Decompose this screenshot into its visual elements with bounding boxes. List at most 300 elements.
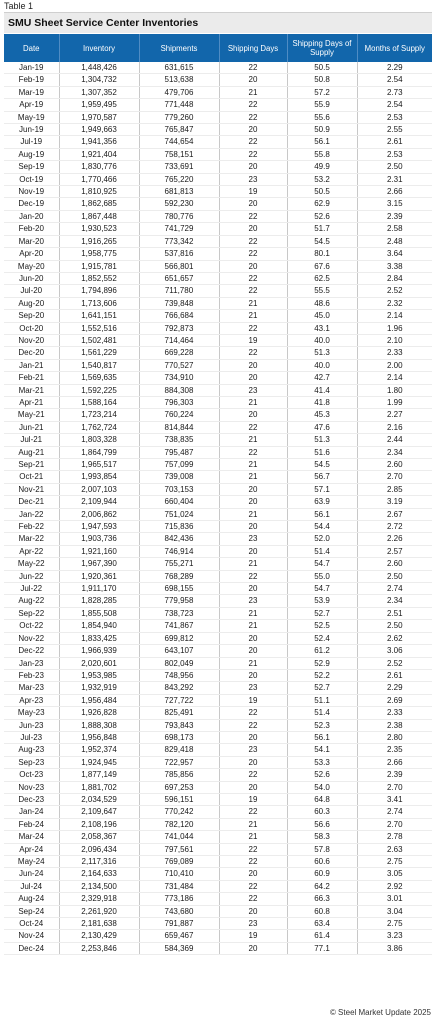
cell-inventory: 1,448,426 xyxy=(59,62,139,74)
table-row xyxy=(4,818,432,830)
cell-days-of-supply: 61.4 xyxy=(287,930,357,942)
cell-shipping-days: 20 xyxy=(219,521,287,533)
cell-months-of-supply: 2.50 xyxy=(357,570,432,582)
cell-shipments: 814,844 xyxy=(139,421,219,433)
table-row xyxy=(4,905,432,917)
cell-inventory: 2,096,434 xyxy=(59,843,139,855)
cell-days-of-supply: 47.6 xyxy=(287,421,357,433)
cell-days-of-supply: 55.9 xyxy=(287,99,357,111)
cell-shipments: 765,847 xyxy=(139,124,219,136)
cell-months-of-supply: 2.52 xyxy=(357,657,432,669)
cell-shipping-days: 21 xyxy=(219,297,287,309)
table-row xyxy=(4,272,432,284)
cell-months-of-supply: 2.61 xyxy=(357,136,432,148)
cell-days-of-supply: 51.3 xyxy=(287,347,357,359)
cell-months-of-supply: 3.15 xyxy=(357,198,432,210)
cell-date: Mar-21 xyxy=(4,384,59,396)
cell-inventory: 2,006,862 xyxy=(59,508,139,520)
table-row xyxy=(4,446,432,458)
cell-days-of-supply: 60.3 xyxy=(287,806,357,818)
cell-months-of-supply: 3.01 xyxy=(357,893,432,905)
table-row xyxy=(4,421,432,433)
cell-months-of-supply: 2.16 xyxy=(357,421,432,433)
cell-inventory: 1,540,817 xyxy=(59,359,139,371)
cell-shipments: 584,369 xyxy=(139,942,219,954)
table-row xyxy=(4,198,432,210)
cell-days-of-supply: 41.4 xyxy=(287,384,357,396)
cell-months-of-supply: 3.19 xyxy=(357,496,432,508)
cell-shipments: 770,242 xyxy=(139,806,219,818)
table-body xyxy=(4,62,432,955)
cell-date: May-24 xyxy=(4,856,59,868)
cell-shipments: 698,155 xyxy=(139,583,219,595)
cell-shipments: 843,292 xyxy=(139,682,219,694)
cell-months-of-supply: 2.29 xyxy=(357,682,432,694)
cell-inventory: 2,109,944 xyxy=(59,496,139,508)
cell-shipments: 758,151 xyxy=(139,148,219,160)
cell-months-of-supply: 1.80 xyxy=(357,384,432,396)
cell-months-of-supply: 2.70 xyxy=(357,818,432,830)
cell-shipments: 746,914 xyxy=(139,545,219,557)
cell-inventory: 1,561,229 xyxy=(59,347,139,359)
cell-date: Jun-24 xyxy=(4,868,59,880)
cell-date: Aug-22 xyxy=(4,595,59,607)
cell-shipping-days: 22 xyxy=(219,99,287,111)
cell-months-of-supply: 2.60 xyxy=(357,459,432,471)
cell-date: Jul-20 xyxy=(4,285,59,297)
cell-months-of-supply: 2.74 xyxy=(357,806,432,818)
cell-shipping-days: 23 xyxy=(219,384,287,396)
cell-inventory: 1,307,352 xyxy=(59,86,139,98)
table-row xyxy=(4,124,432,136)
cell-days-of-supply: 54.4 xyxy=(287,521,357,533)
table-row xyxy=(4,880,432,892)
cell-months-of-supply: 2.31 xyxy=(357,173,432,185)
cell-months-of-supply: 2.69 xyxy=(357,694,432,706)
table-row xyxy=(4,310,432,322)
table-row xyxy=(4,942,432,954)
cell-days-of-supply: 54.0 xyxy=(287,781,357,793)
cell-inventory: 1,888,308 xyxy=(59,719,139,731)
cell-shipments: 715,836 xyxy=(139,521,219,533)
cell-date: Jul-23 xyxy=(4,731,59,743)
cell-date: Oct-23 xyxy=(4,769,59,781)
cell-inventory: 1,641,151 xyxy=(59,310,139,322)
cell-days-of-supply: 50.9 xyxy=(287,124,357,136)
table-row xyxy=(4,731,432,743)
cell-date: Sep-21 xyxy=(4,459,59,471)
cell-inventory: 1,552,516 xyxy=(59,322,139,334)
cell-shipping-days: 20 xyxy=(219,942,287,954)
cell-inventory: 1,966,939 xyxy=(59,645,139,657)
cell-months-of-supply: 3.23 xyxy=(357,930,432,942)
cell-inventory: 2,253,846 xyxy=(59,942,139,954)
cell-shipments: 755,271 xyxy=(139,558,219,570)
cell-date: Mar-24 xyxy=(4,831,59,843)
cell-shipments: 703,153 xyxy=(139,483,219,495)
cell-days-of-supply: 64.2 xyxy=(287,880,357,892)
cell-shipping-days: 22 xyxy=(219,880,287,892)
header-shipping-days-of-supply: Shipping Days of Supply xyxy=(287,34,357,62)
table-row xyxy=(4,508,432,520)
cell-inventory: 1,903,736 xyxy=(59,533,139,545)
cell-days-of-supply: 53.2 xyxy=(287,173,357,185)
cell-shipping-days: 23 xyxy=(219,744,287,756)
cell-inventory: 1,949,663 xyxy=(59,124,139,136)
cell-days-of-supply: 41.8 xyxy=(287,396,357,408)
cell-months-of-supply: 2.58 xyxy=(357,223,432,235)
cell-inventory: 1,713,606 xyxy=(59,297,139,309)
cell-date: May-23 xyxy=(4,707,59,719)
cell-shipping-days: 20 xyxy=(219,409,287,421)
cell-shipments: 884,308 xyxy=(139,384,219,396)
cell-days-of-supply: 54.7 xyxy=(287,558,357,570)
cell-shipping-days: 21 xyxy=(219,86,287,98)
cell-shipments: 779,260 xyxy=(139,111,219,123)
cell-date: Mar-19 xyxy=(4,86,59,98)
table-row xyxy=(4,161,432,173)
cell-days-of-supply: 52.6 xyxy=(287,210,357,222)
cell-months-of-supply: 2.38 xyxy=(357,719,432,731)
cell-shipments: 743,680 xyxy=(139,905,219,917)
cell-shipping-days: 20 xyxy=(219,359,287,371)
table-row xyxy=(4,645,432,657)
cell-shipping-days: 22 xyxy=(219,111,287,123)
cell-days-of-supply: 52.3 xyxy=(287,719,357,731)
cell-days-of-supply: 57.8 xyxy=(287,843,357,855)
cell-shipments: 596,151 xyxy=(139,793,219,805)
cell-months-of-supply: 2.00 xyxy=(357,359,432,371)
cell-days-of-supply: 51.7 xyxy=(287,223,357,235)
cell-date: Dec-20 xyxy=(4,347,59,359)
cell-shipping-days: 20 xyxy=(219,161,287,173)
cell-shipments: 722,957 xyxy=(139,756,219,768)
table-row xyxy=(4,347,432,359)
table-row xyxy=(4,99,432,111)
cell-shipments: 714,464 xyxy=(139,334,219,346)
cell-date: Sep-24 xyxy=(4,905,59,917)
cell-inventory: 1,855,508 xyxy=(59,607,139,619)
cell-inventory: 1,967,390 xyxy=(59,558,139,570)
cell-inventory: 1,920,361 xyxy=(59,570,139,582)
cell-shipping-days: 21 xyxy=(219,508,287,520)
table-row xyxy=(4,793,432,805)
cell-months-of-supply: 2.34 xyxy=(357,595,432,607)
table-row xyxy=(4,285,432,297)
cell-shipments: 669,228 xyxy=(139,347,219,359)
cell-days-of-supply: 42.7 xyxy=(287,372,357,384)
cell-date: Oct-24 xyxy=(4,918,59,930)
table-row xyxy=(4,260,432,272)
cell-days-of-supply: 55.0 xyxy=(287,570,357,582)
cell-months-of-supply: 3.04 xyxy=(357,905,432,917)
cell-shipping-days: 22 xyxy=(219,893,287,905)
cell-days-of-supply: 64.8 xyxy=(287,793,357,805)
cell-inventory: 2,164,633 xyxy=(59,868,139,880)
cell-shipping-days: 21 xyxy=(219,607,287,619)
table-row xyxy=(4,769,432,781)
table-row xyxy=(4,359,432,371)
cell-date: Apr-24 xyxy=(4,843,59,855)
cell-date: Dec-19 xyxy=(4,198,59,210)
cell-shipping-days: 21 xyxy=(219,459,287,471)
cell-shipping-days: 19 xyxy=(219,334,287,346)
cell-shipments: 779,958 xyxy=(139,595,219,607)
cell-date: Sep-20 xyxy=(4,310,59,322)
cell-days-of-supply: 52.2 xyxy=(287,669,357,681)
cell-shipping-days: 22 xyxy=(219,148,287,160)
cell-shipping-days: 22 xyxy=(219,707,287,719)
header-months-of-supply: Months of Supply xyxy=(357,34,432,62)
cell-date: Jan-19 xyxy=(4,62,59,74)
cell-months-of-supply: 2.50 xyxy=(357,620,432,632)
cell-date: Sep-22 xyxy=(4,607,59,619)
header-date: Date xyxy=(4,34,59,62)
cell-shipping-days: 22 xyxy=(219,806,287,818)
cell-date: Apr-20 xyxy=(4,248,59,260)
table-row xyxy=(4,396,432,408)
cell-days-of-supply: 54.1 xyxy=(287,744,357,756)
cell-months-of-supply: 2.27 xyxy=(357,409,432,421)
cell-inventory: 1,959,495 xyxy=(59,99,139,111)
cell-months-of-supply: 2.44 xyxy=(357,434,432,446)
cell-inventory: 1,833,425 xyxy=(59,632,139,644)
cell-shipments: 796,303 xyxy=(139,396,219,408)
inventory-table xyxy=(4,34,432,955)
cell-shipping-days: 21 xyxy=(219,818,287,830)
table-row xyxy=(4,632,432,644)
cell-date: Nov-23 xyxy=(4,781,59,793)
table-title: SMU Sheet Service Center Inventories xyxy=(8,17,199,29)
table-number-label: Table 1 xyxy=(4,1,34,11)
cell-days-of-supply: 51.6 xyxy=(287,446,357,458)
table-row xyxy=(4,459,432,471)
cell-days-of-supply: 53.9 xyxy=(287,595,357,607)
cell-shipments: 825,491 xyxy=(139,707,219,719)
cell-inventory: 2,034,529 xyxy=(59,793,139,805)
cell-inventory: 1,921,404 xyxy=(59,148,139,160)
table-row xyxy=(4,210,432,222)
cell-shipments: 741,044 xyxy=(139,831,219,843)
cell-shipments: 738,835 xyxy=(139,434,219,446)
cell-days-of-supply: 66.3 xyxy=(287,893,357,905)
cell-shipping-days: 21 xyxy=(219,434,287,446)
cell-shipments: 659,467 xyxy=(139,930,219,942)
table-row xyxy=(4,868,432,880)
cell-shipments: 697,253 xyxy=(139,781,219,793)
cell-months-of-supply: 2.72 xyxy=(357,521,432,533)
cell-date: Aug-19 xyxy=(4,148,59,160)
cell-shipping-days: 20 xyxy=(219,198,287,210)
table-row xyxy=(4,843,432,855)
cell-days-of-supply: 63.9 xyxy=(287,496,357,508)
table-row xyxy=(4,918,432,930)
cell-days-of-supply: 60.8 xyxy=(287,905,357,917)
cell-shipping-days: 21 xyxy=(219,831,287,843)
cell-days-of-supply: 56.1 xyxy=(287,508,357,520)
cell-months-of-supply: 3.86 xyxy=(357,942,432,954)
cell-inventory: 1,921,160 xyxy=(59,545,139,557)
cell-date: Dec-22 xyxy=(4,645,59,657)
cell-days-of-supply: 80.1 xyxy=(287,248,357,260)
cell-months-of-supply: 2.10 xyxy=(357,334,432,346)
table-row xyxy=(4,235,432,247)
cell-date: Oct-21 xyxy=(4,471,59,483)
cell-date: Nov-22 xyxy=(4,632,59,644)
cell-shipments: 797,561 xyxy=(139,843,219,855)
cell-days-of-supply: 52.9 xyxy=(287,657,357,669)
cell-inventory: 2,108,196 xyxy=(59,818,139,830)
cell-shipping-days: 19 xyxy=(219,186,287,198)
cell-months-of-supply: 2.67 xyxy=(357,508,432,520)
cell-inventory: 1,956,848 xyxy=(59,731,139,743)
cell-inventory: 1,926,828 xyxy=(59,707,139,719)
cell-date: Aug-23 xyxy=(4,744,59,756)
cell-shipping-days: 20 xyxy=(219,731,287,743)
cell-inventory: 1,810,925 xyxy=(59,186,139,198)
cell-days-of-supply: 55.6 xyxy=(287,111,357,123)
cell-months-of-supply: 2.66 xyxy=(357,186,432,198)
cell-inventory: 1,502,481 xyxy=(59,334,139,346)
cell-inventory: 2,261,920 xyxy=(59,905,139,917)
table-row xyxy=(4,595,432,607)
cell-months-of-supply: 2.84 xyxy=(357,272,432,284)
cell-shipping-days: 21 xyxy=(219,471,287,483)
cell-months-of-supply: 1.96 xyxy=(357,322,432,334)
cell-date: Mar-23 xyxy=(4,682,59,694)
cell-shipments: 513,638 xyxy=(139,74,219,86)
cell-inventory: 1,867,448 xyxy=(59,210,139,222)
table-row xyxy=(4,682,432,694)
cell-date: Feb-24 xyxy=(4,818,59,830)
cell-date: Jul-24 xyxy=(4,880,59,892)
cell-days-of-supply: 40.0 xyxy=(287,334,357,346)
cell-shipping-days: 21 xyxy=(219,310,287,322)
cell-date: Dec-21 xyxy=(4,496,59,508)
cell-inventory: 1,828,285 xyxy=(59,595,139,607)
cell-months-of-supply: 2.33 xyxy=(357,707,432,719)
cell-inventory: 2,020,601 xyxy=(59,657,139,669)
cell-shipments: 782,120 xyxy=(139,818,219,830)
table-row xyxy=(4,434,432,446)
cell-inventory: 2,181,638 xyxy=(59,918,139,930)
cell-date: Jan-20 xyxy=(4,210,59,222)
cell-shipping-days: 20 xyxy=(219,583,287,595)
cell-date: May-19 xyxy=(4,111,59,123)
cell-shipping-days: 20 xyxy=(219,483,287,495)
cell-days-of-supply: 63.4 xyxy=(287,918,357,930)
cell-days-of-supply: 60.6 xyxy=(287,856,357,868)
table-row xyxy=(4,893,432,905)
cell-date: Feb-21 xyxy=(4,372,59,384)
cell-months-of-supply: 2.57 xyxy=(357,545,432,557)
cell-inventory: 1,932,919 xyxy=(59,682,139,694)
cell-shipping-days: 22 xyxy=(219,210,287,222)
cell-inventory: 1,947,593 xyxy=(59,521,139,533)
cell-inventory: 1,794,896 xyxy=(59,285,139,297)
cell-days-of-supply: 54.5 xyxy=(287,235,357,247)
cell-date: May-21 xyxy=(4,409,59,421)
cell-inventory: 1,881,702 xyxy=(59,781,139,793)
cell-date: Jan-21 xyxy=(4,359,59,371)
cell-shipping-days: 22 xyxy=(219,570,287,582)
cell-days-of-supply: 54.7 xyxy=(287,583,357,595)
cell-months-of-supply: 2.92 xyxy=(357,880,432,892)
cell-months-of-supply: 2.54 xyxy=(357,74,432,86)
cell-inventory: 1,862,685 xyxy=(59,198,139,210)
cell-months-of-supply: 2.66 xyxy=(357,756,432,768)
cell-days-of-supply: 52.0 xyxy=(287,533,357,545)
table-row xyxy=(4,496,432,508)
cell-days-of-supply: 52.5 xyxy=(287,620,357,632)
cell-shipments: 770,527 xyxy=(139,359,219,371)
cell-shipments: 710,410 xyxy=(139,868,219,880)
cell-shipping-days: 22 xyxy=(219,347,287,359)
cell-months-of-supply: 2.70 xyxy=(357,471,432,483)
table-row xyxy=(4,86,432,98)
cell-date: Jul-21 xyxy=(4,434,59,446)
table-row xyxy=(4,483,432,495)
cell-shipping-days: 20 xyxy=(219,781,287,793)
cell-inventory: 1,970,587 xyxy=(59,111,139,123)
cell-date: Jul-19 xyxy=(4,136,59,148)
table-row xyxy=(4,136,432,148)
cell-date: Apr-21 xyxy=(4,396,59,408)
cell-days-of-supply: 49.9 xyxy=(287,161,357,173)
table-row xyxy=(4,297,432,309)
cell-shipping-days: 22 xyxy=(219,719,287,731)
cell-shipping-days: 21 xyxy=(219,620,287,632)
cell-shipping-days: 19 xyxy=(219,930,287,942)
cell-date: Aug-20 xyxy=(4,297,59,309)
cell-inventory: 2,109,647 xyxy=(59,806,139,818)
table-row xyxy=(4,781,432,793)
cell-shipping-days: 23 xyxy=(219,533,287,545)
cell-months-of-supply: 2.74 xyxy=(357,583,432,595)
cell-months-of-supply: 3.64 xyxy=(357,248,432,260)
cell-shipments: 660,404 xyxy=(139,496,219,508)
cell-date: Sep-19 xyxy=(4,161,59,173)
table-row xyxy=(4,831,432,843)
cell-months-of-supply: 2.53 xyxy=(357,111,432,123)
cell-shipments: 751,024 xyxy=(139,508,219,520)
cell-date: Oct-19 xyxy=(4,173,59,185)
cell-shipping-days: 20 xyxy=(219,223,287,235)
table-row xyxy=(4,806,432,818)
cell-shipping-days: 20 xyxy=(219,124,287,136)
cell-shipping-days: 21 xyxy=(219,558,287,570)
cell-shipments: 793,843 xyxy=(139,719,219,731)
cell-shipments: 829,418 xyxy=(139,744,219,756)
cell-shipping-days: 19 xyxy=(219,793,287,805)
table-row xyxy=(4,74,432,86)
cell-shipments: 479,706 xyxy=(139,86,219,98)
cell-months-of-supply: 2.52 xyxy=(357,285,432,297)
cell-days-of-supply: 67.6 xyxy=(287,260,357,272)
cell-date: Jul-22 xyxy=(4,583,59,595)
cell-inventory: 2,058,367 xyxy=(59,831,139,843)
table-row xyxy=(4,583,432,595)
cell-months-of-supply: 2.26 xyxy=(357,533,432,545)
cell-inventory: 1,956,484 xyxy=(59,694,139,706)
cell-date: Mar-22 xyxy=(4,533,59,545)
cell-shipments: 741,729 xyxy=(139,223,219,235)
table-row xyxy=(4,409,432,421)
cell-days-of-supply: 58.3 xyxy=(287,831,357,843)
cell-shipping-days: 22 xyxy=(219,769,287,781)
cell-shipping-days: 22 xyxy=(219,856,287,868)
cell-date: Dec-23 xyxy=(4,793,59,805)
